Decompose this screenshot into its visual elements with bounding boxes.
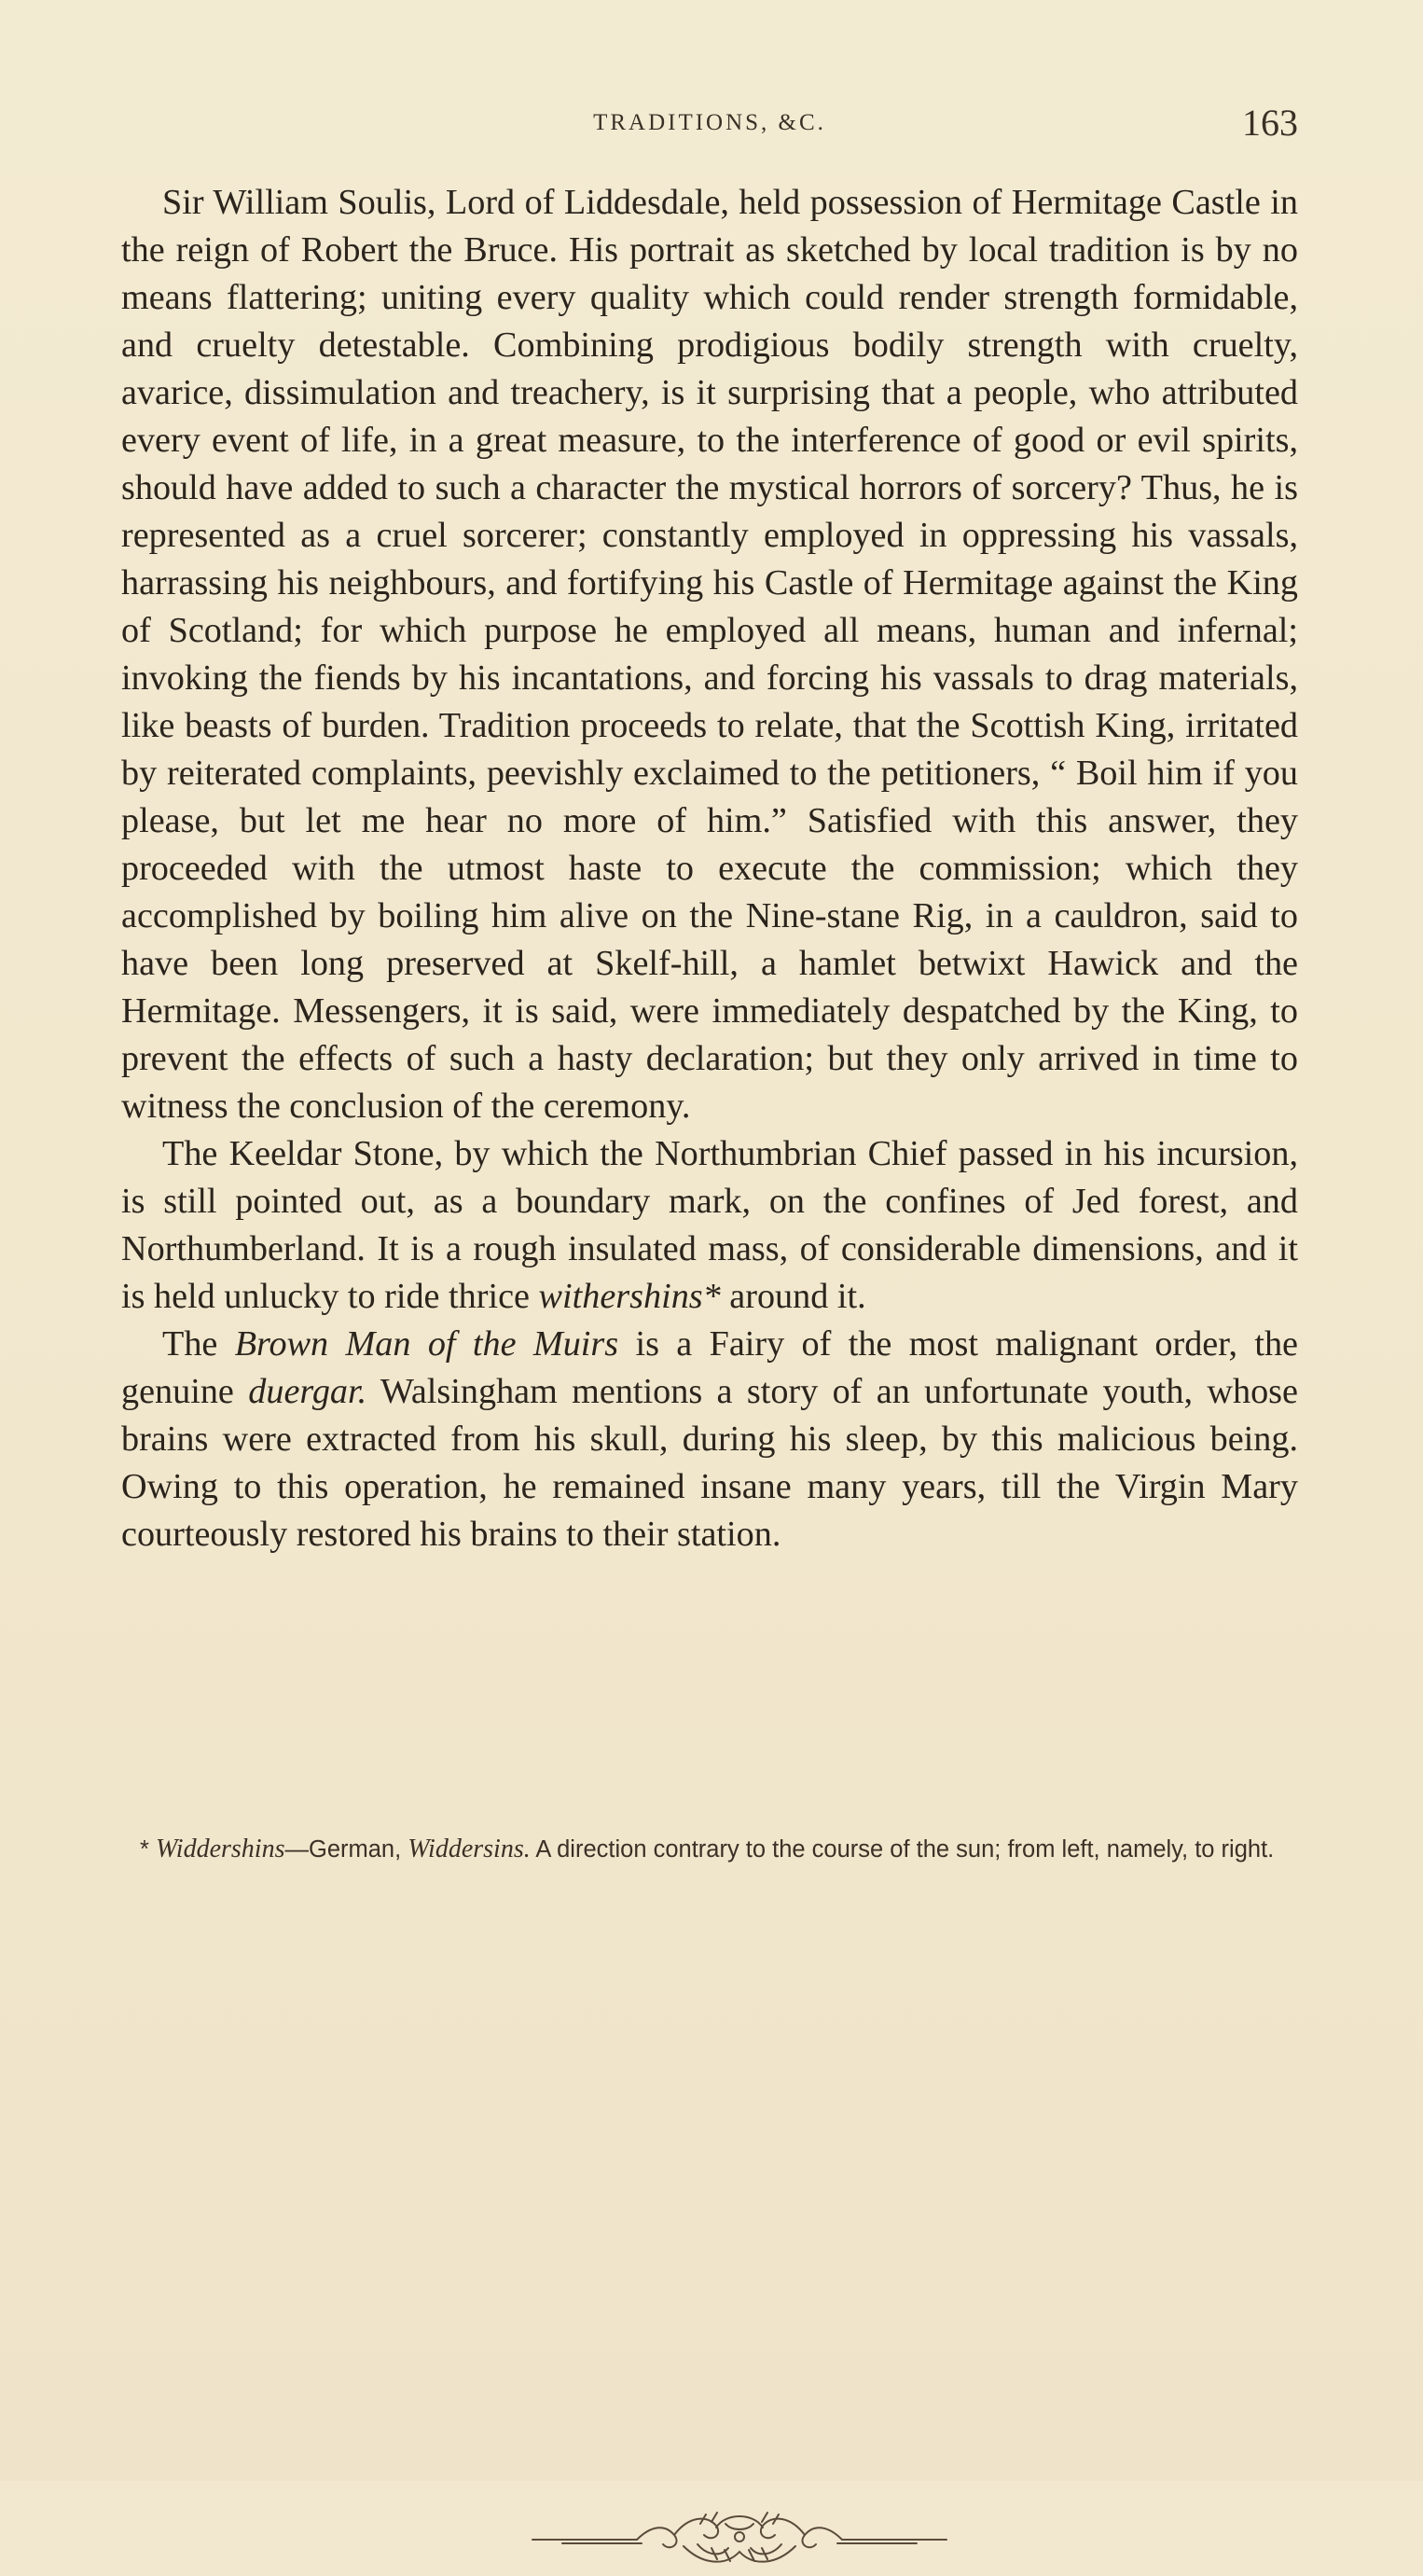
page-number: 163	[1242, 102, 1298, 144]
italic-text: duergar.	[248, 1372, 367, 1411]
ornament-divider	[525, 2507, 954, 2572]
text-run: Walsingham mentions a story of an unfortunate youth, whose brains were extracted from his skull, during his sleep, by this malicious being. Owing to this operation, he remained insane many years, till the Virgin Mary courteously restored his brains to their station.	[121, 1372, 1298, 1554]
flourish-ornament-icon	[525, 2507, 954, 2572]
italic-text: withershins*	[538, 1277, 721, 1316]
paragraph-keeldar-stone	[121, 1130, 1298, 1321]
italic-text: Widdershins	[156, 1835, 285, 1863]
italic-text: Widdersins.	[408, 1835, 531, 1863]
footnote	[121, 1831, 1298, 1868]
text-run: around it.	[720, 1277, 866, 1316]
text-run: —German,	[284, 1836, 408, 1863]
footnote-text	[121, 1831, 1298, 1868]
paragraph-soulis	[121, 179, 1298, 1130]
text-run: Sir William Soulis, Lord of Liddesdale, held possession of Hermitage Castle in the reign of Robert the Bruce. His portrait as sketched by local tradition is by no means flattering; uniting every quality which could render strength formidable, and cruelty detestable. Combining prodigious bodily strength with cruelty, avarice, dissimulation and treachery, is it surprising that a people, who attributed every event of life, in a great measure, to the interference of good or evil spirits, should have added to such a character the mystical horrors of sorcery? Thus, he is represented as a cruel sorcerer; constantly employed in oppressing his vassals, harrassing his neighbours, and fortifying his Castle of Hermitage against the King of Scotland; for which purpose he employed all means, human and infernal; invoking the fiends by his incantations, and forcing his vassals to drag materials, like beasts of burden. Tradition proceeds to relate, that the Scottish King, irritated by reiterated complaints, peevishly exclaimed to the petitioners, “ Boil him if you please, but let me hear no more of him.” Satisfied with this answer, they proceeded with the utmost haste to execute the commission; which they accomplished by boiling him alive on the Nine-stane Rig, in a cauldron, said to have been long preserved at Skelf-hill, a hamlet betwixt Hawick and the Hermitage. Messengers, it is said, were immediately despatched by the King, to prevent the effects of such a hasty declaration; but they only arrived in time to witness the conclusion of the ceremony.	[121, 183, 1298, 1126]
text-run: A direction contrary to the course of the sun; from left, namely, to right.	[530, 1836, 1275, 1863]
paragraph-brown-man	[121, 1321, 1298, 1558]
italic-text: Brown Man of the Muirs	[234, 1324, 619, 1364]
page-header	[121, 101, 1298, 157]
running-title: TRADITIONS, &C.	[593, 110, 826, 135]
body-text	[121, 179, 1298, 1558]
text-run: *	[140, 1836, 157, 1863]
text-run: is a Fairy of the most malignant order, the genuine	[121, 1324, 1298, 1411]
text-run: The Keeldar Stone, by which the Northumbrian Chief passed in his incursion, is still pointed out, as a boundary mark, on the confines of Jed forest, and Northumberland. It is a rough insulated mass, of considerable dimensions, and it is held unlucky to ride thrice	[121, 1134, 1298, 1316]
text-run: The	[162, 1324, 235, 1364]
